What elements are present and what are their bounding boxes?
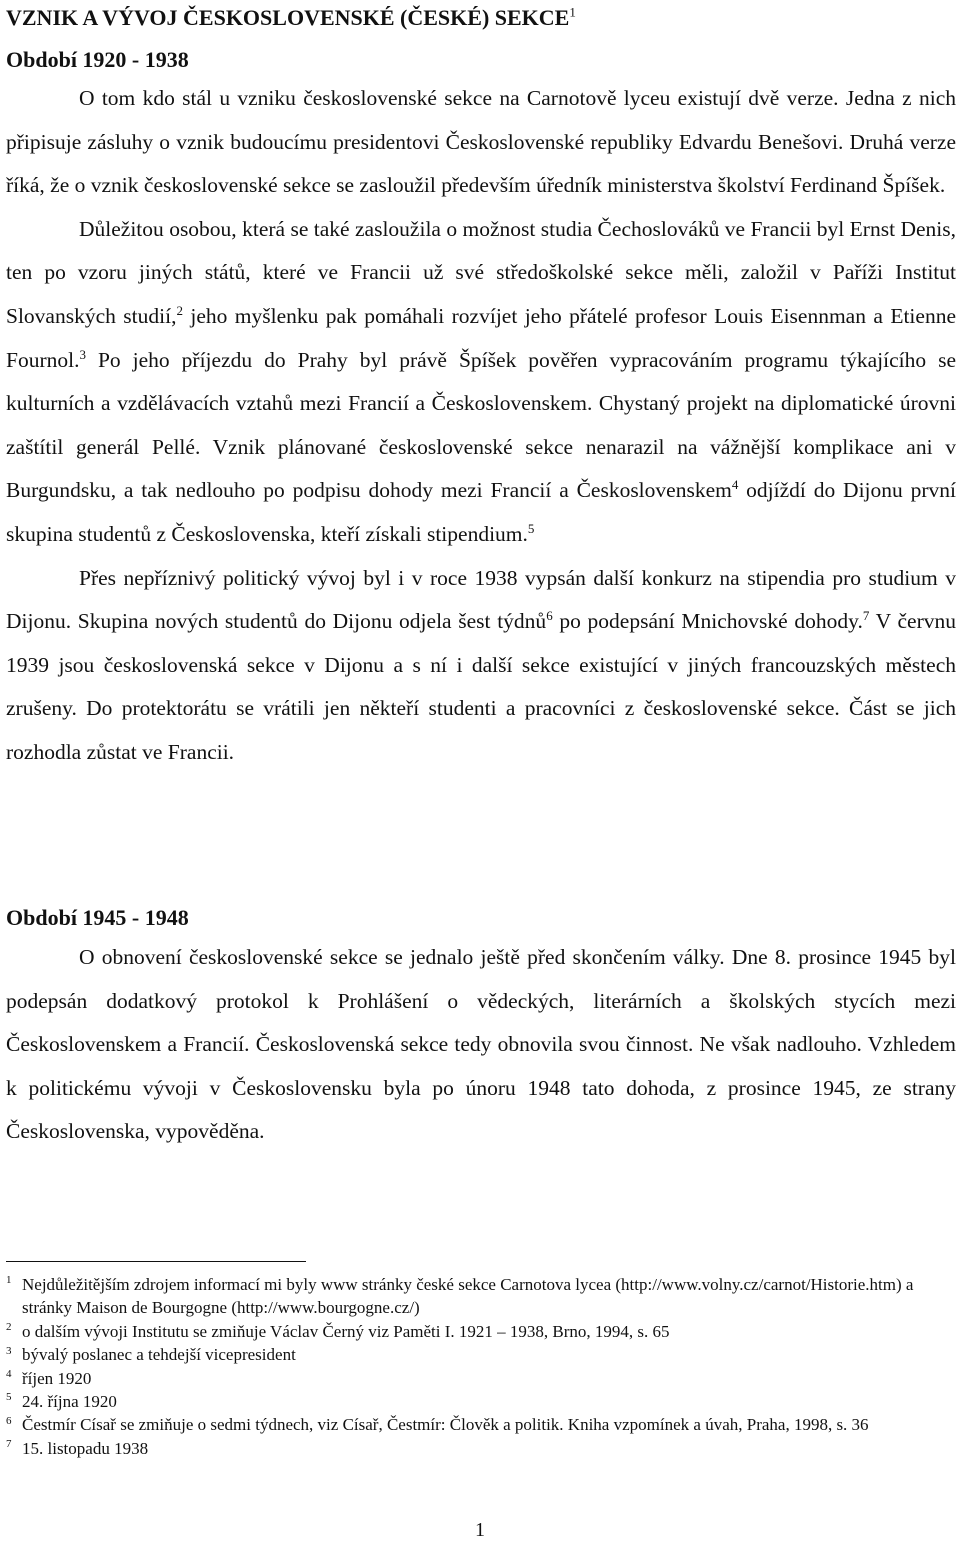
- footnote-marker: 7: [862, 607, 870, 623]
- footnote-marker: 5: [527, 520, 535, 536]
- footnote-marker: 4: [731, 477, 739, 493]
- footnote-marker: 2: [176, 302, 183, 318]
- footnotes: [6, 1273, 956, 1460]
- footnote: $^3$ bývalý poslanec a tehdejší vicepresident: [6, 1344, 296, 1365]
- paragraph: Důležitou osobou, která se také zasloužila o možnost studia Čechoslováků ve Francii byl Ernst Denis, ten po vzoru jiných států, které ve Francii už své středoškolské sekce měli, založil v Paříži Institut Slovanských studií,$^2$ jeho myšlenku pak pomáhali rozvíjet jeho přátelé profesor Louis Eisennman a Etienne Fournol.$^3$ Po jeho příjezdu do Prahy byl právě Špíšek pověřen vypracováním programu týkajícího se kulturních a vzdělávacích vztahů mezi Francií a Československem. Chystaný projekt na diplomatické úrovni zaštítil generál Pellé. Vznik plánované československé sekce nenarazil na vážnější komplikace ani v Burgundsku, a tak nedlouho po podpisu dohody mezi Francií a Československem$^4$ odjíždí do Dijonu první skupina studentů z Československa, kteří získali stipendium.$^5$: [6, 216, 956, 546]
- footnote: $^2$ o dalším vývoji Institutu se zmiňuje Václav Černý viz Paměti I. 1921 – 1938, Brno, 1994, s. 65: [6, 1321, 670, 1341]
- title-footnote-marker: 1: [569, 4, 576, 20]
- title-text: VZNIK A VÝVOJ ČESKOSLOVENSKÉ (ČESKÉ) SEKCE: [6, 5, 570, 30]
- footnote: $^1$ Nejdůležitějším zdrojem informací mi byly www stránky české sekce Carnotova lycea (http://www.volny.cz/carnot/Historie.htm) a stránky Maison de Bourgogne (http://www.bourgogne.cz/): [6, 1274, 914, 1318]
- footnote-marker: 6: [546, 607, 553, 623]
- section-heading-1920-1938: Období 1920 - 1938: [6, 47, 189, 72]
- footnote-separator: [6, 1261, 306, 1262]
- document-title: [6, 4, 576, 32]
- section-1-body: [6, 77, 956, 775]
- section-heading-1945-1948: Období 1945 - 1948: [6, 905, 189, 930]
- section-2-body: [6, 936, 956, 1154]
- paragraph: O obnovení československé sekce se jednalo ještě před skončením války. Dne 8. prosince 1945 byl podepsán dodatkový protokol k Prohlášení o vědeckých, literárních a školských stycích mezi Československem a Francií. Československá sekce tedy obnovila svou činnost. Ne však nadlouho. Vzhledem k politickému vývoji v Československu byla po únoru 1948 tato dohoda, z prosince 1945, ze strany Československa, vypověděna.: [6, 945, 956, 1144]
- page-number: 1: [475, 1519, 485, 1541]
- footnote: $^4$ říjen 1920: [6, 1367, 92, 1388]
- footnote: $^5$ 24. října 1920: [6, 1391, 117, 1412]
- paragraph: Přes nepříznivý politický vývoj byl i v roce 1938 vypsán další konkurz na stipendia pro studium v Dijonu. Skupina nových studentů do Dijonu odjela šest týdnů$^6$ po podepsání Mnichovské dohody.$^7$ V červnu 1939 jsou československá sekce v Dijonu a s ní i další sekce existující v jiných francouzských městech zrušeny. Do protektorátu se vrátili jen někteří studenti a pracovníci z československé sekce. Část se jich rozhodla zůstat ve Francii.: [6, 565, 957, 764]
- paragraph: O tom kdo stál u vzniku československé sekce na Carnotově lyceu existují dvě verze. Jedna z nich připisuje zásluhy o vznik budoucímu presidentovi Československé republiky Edvardu Benešovi. Druhá verze říká, že o vznik československé sekce se zasloužil především úředník ministerstva školství Ferdinand Špíšek.: [6, 86, 956, 198]
- footnote: $^6$ Čestmír Císař se zmiňuje o sedmi týdnech, viz Císař, Čestmír: Člověk a politik. Kniha vzpomínek a úvah, Praha, 1998, s. 36: [6, 1414, 869, 1435]
- footnote: $^7$ 15. listopadu 1938: [6, 1438, 149, 1458]
- footnote-marker: 3: [79, 346, 86, 362]
